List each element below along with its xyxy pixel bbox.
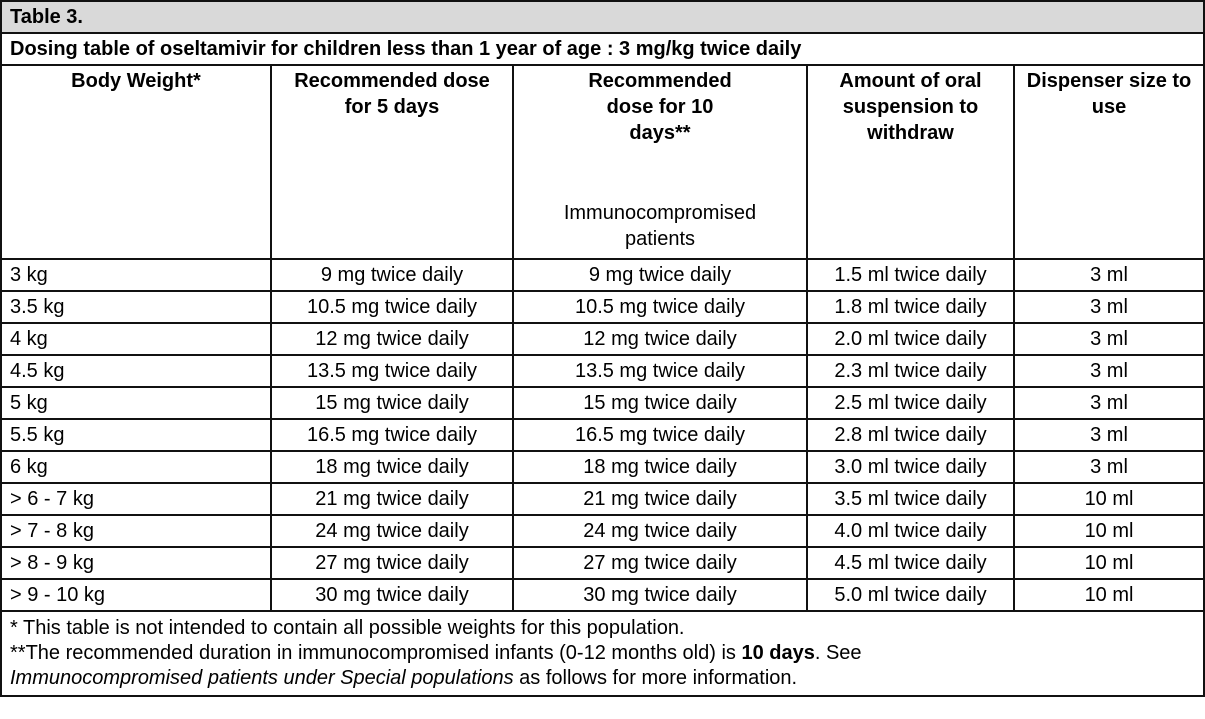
table-row <box>1 547 1204 579</box>
table-body <box>1 259 1204 611</box>
cell-dispenser: 10 ml <box>1014 483 1204 515</box>
cell-dose-10-days: 15 mg twice daily <box>513 387 807 419</box>
footnote-2-prefix: **The recommended duration in immunocompromised infants (0-12 months old) is <box>10 642 742 664</box>
table-row <box>1 291 1204 323</box>
cell-body-weight: 5.5 kg <box>1 419 271 451</box>
cell-dispenser: 3 ml <box>1014 355 1204 387</box>
table-row <box>1 419 1204 451</box>
cell-dispenser: 3 ml <box>1014 387 1204 419</box>
cell-body-weight: 3.5 kg <box>1 291 271 323</box>
cell-dose-10-days: 24 mg twice daily <box>513 515 807 547</box>
cell-dose-10-days: 18 mg twice daily <box>513 451 807 483</box>
header-oral-suspension <box>807 65 1014 259</box>
cell-dose-5-days: 27 mg twice daily <box>271 547 513 579</box>
cell-oral-suspension: 2.0 ml twice daily <box>807 323 1014 355</box>
cell-dose-5-days: 10.5 mg twice daily <box>271 291 513 323</box>
cell-body-weight: 4.5 kg <box>1 355 271 387</box>
table-row <box>1 483 1204 515</box>
footnote-row <box>1 611 1204 696</box>
column-header-row <box>1 65 1204 259</box>
cell-body-weight: > 7 - 8 kg <box>1 515 271 547</box>
table-subtitle: Dosing table of oseltamivir for children less than 1 year of age : 3 mg/kg twice daily <box>1 33 1204 65</box>
cell-oral-suspension: 4.0 ml twice daily <box>807 515 1014 547</box>
cell-dispenser: 3 ml <box>1014 419 1204 451</box>
table-row <box>1 579 1204 611</box>
table-row <box>1 515 1204 547</box>
cell-dose-5-days: 24 mg twice daily <box>271 515 513 547</box>
cell-oral-suspension: 2.3 ml twice daily <box>807 355 1014 387</box>
header-dose-10-days-sublabel: Immunocompromised patients <box>563 202 757 250</box>
cell-dose-5-days: 30 mg twice daily <box>271 579 513 611</box>
cell-dispenser: 3 ml <box>1014 451 1204 483</box>
cell-dose-5-days: 16.5 mg twice daily <box>271 419 513 451</box>
cell-body-weight: 4 kg <box>1 323 271 355</box>
cell-dispenser: 10 ml <box>1014 515 1204 547</box>
cell-dose-10-days: 16.5 mg twice daily <box>513 419 807 451</box>
cell-dose-5-days: 21 mg twice daily <box>271 483 513 515</box>
cell-dose-10-days: 27 mg twice daily <box>513 547 807 579</box>
cell-oral-suspension: 2.8 ml twice daily <box>807 419 1014 451</box>
header-dispenser-label: Dispenser size to use <box>1026 70 1192 118</box>
cell-body-weight: 6 kg <box>1 451 271 483</box>
cell-dispenser: 3 ml <box>1014 259 1204 291</box>
cell-dose-5-days: 13.5 mg twice daily <box>271 355 513 387</box>
cell-dose-5-days: 15 mg twice daily <box>271 387 513 419</box>
table-row <box>1 323 1204 355</box>
header-dose-5-days <box>271 65 513 259</box>
cell-oral-suspension: 3.5 ml twice daily <box>807 483 1014 515</box>
cell-oral-suspension: 3.0 ml twice daily <box>807 451 1014 483</box>
cell-body-weight: 3 kg <box>1 259 271 291</box>
cell-dose-10-days: 10.5 mg twice daily <box>513 291 807 323</box>
table-subtitle-row <box>1 33 1204 65</box>
footnote-1: * This table is not intended to contain all possible weights for this population. <box>10 617 685 639</box>
cell-body-weight: > 6 - 7 kg <box>1 483 271 515</box>
footnote-2-mid: . See <box>814 642 862 664</box>
header-dose-5-days-label: Recommended dose for 5 days <box>294 70 490 118</box>
footnote-2-suffix: as follows for more information. <box>513 667 798 689</box>
cell-dose-10-days: 21 mg twice daily <box>513 483 807 515</box>
cell-body-weight: > 9 - 10 kg <box>1 579 271 611</box>
header-body-weight-label: Body Weight* <box>71 70 201 92</box>
cell-dose-10-days: 30 mg twice daily <box>513 579 807 611</box>
cell-dose-5-days: 9 mg twice daily <box>271 259 513 291</box>
cell-oral-suspension: 4.5 ml twice daily <box>807 547 1014 579</box>
footnotes <box>1 611 1204 696</box>
header-dispenser <box>1014 65 1204 259</box>
cell-oral-suspension: 5.0 ml twice daily <box>807 579 1014 611</box>
cell-oral-suspension: 2.5 ml twice daily <box>807 387 1014 419</box>
header-dose-10-days <box>513 65 807 259</box>
table-title-row <box>1 1 1204 33</box>
footnote-2-bold: 10 days <box>741 642 815 664</box>
table-row <box>1 451 1204 483</box>
cell-dose-5-days: 12 mg twice daily <box>271 323 513 355</box>
header-dose-10-days-label: Recommended dose for 10 days** <box>588 70 732 144</box>
table-label: Table 3. <box>1 1 1204 33</box>
header-oral-suspension-label: Amount of oral suspension to withdraw <box>839 70 982 144</box>
header-body-weight <box>1 65 271 259</box>
cell-oral-suspension: 1.5 ml twice daily <box>807 259 1014 291</box>
cell-dispenser: 10 ml <box>1014 579 1204 611</box>
cell-oral-suspension: 1.8 ml twice daily <box>807 291 1014 323</box>
cell-dose-10-days: 12 mg twice daily <box>513 323 807 355</box>
cell-dose-10-days: 13.5 mg twice daily <box>513 355 807 387</box>
cell-dose-10-days: 9 mg twice daily <box>513 259 807 291</box>
table-row <box>1 355 1204 387</box>
footnote-2-italic: Immunocompromised patients under Special populations <box>10 667 514 689</box>
cell-dose-5-days: 18 mg twice daily <box>271 451 513 483</box>
footnote-2-cont <box>10 666 1195 691</box>
cell-body-weight: > 8 - 9 kg <box>1 547 271 579</box>
footnote-2 <box>10 641 1195 666</box>
cell-dispenser: 10 ml <box>1014 547 1204 579</box>
table-row <box>1 387 1204 419</box>
cell-dispenser: 3 ml <box>1014 323 1204 355</box>
cell-body-weight: 5 kg <box>1 387 271 419</box>
cell-dispenser: 3 ml <box>1014 291 1204 323</box>
table-row <box>1 259 1204 291</box>
